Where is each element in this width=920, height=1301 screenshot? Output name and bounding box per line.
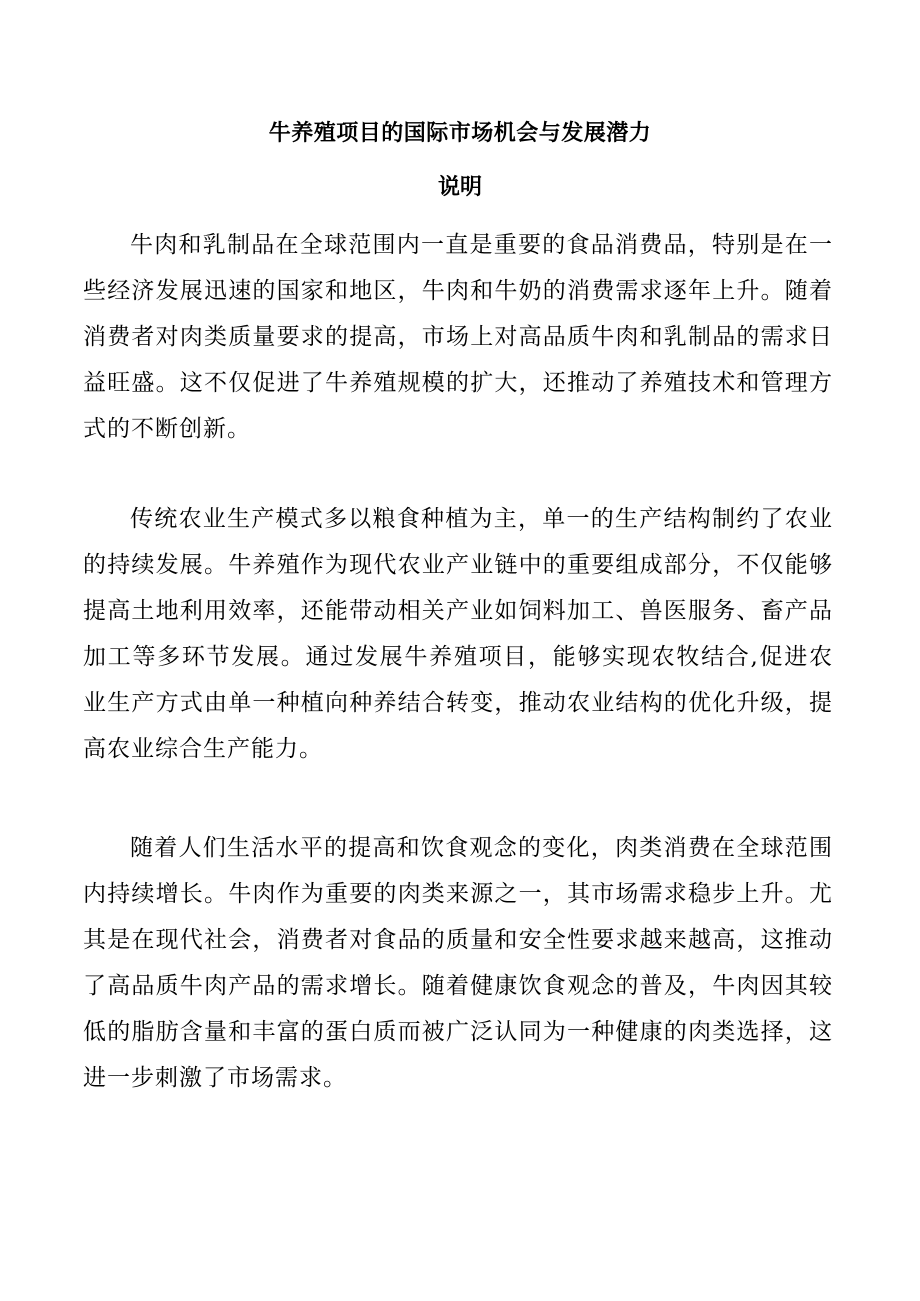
body-paragraph-1: 牛肉和乳制品在全球范围内一直是重要的食品消费品，特别是在一些经济发展迅速的国家和地区，牛肉和牛奶的消费需求逐年上升。随着消费者对肉类质量要求的提高，市场上对高品质牛肉和乳制品的需求日益旺盛。这不仅促进了牛养殖规模的扩大，还推动了养殖技术和管理方式的不断创新。: [83, 232, 833, 442]
body-paragraph-3: 随着人们生活水平的提高和饮食观念的变化，肉类消费在全球范围内持续增长。牛肉作为重要的肉类来源之一，其市场需求稳步上升。尤其是在现代社会，消费者对食品的质量和安全性要求越来越高，这推动了高品质牛肉产品的需求增长。随着健康饮食观念的普及，牛肉因其较低的脂肪含量和丰富的蛋白质而被广泛认同为一种健康的肉类选择，这进一步刺激了市场需求。: [83, 835, 833, 1091]
section-heading: 说明: [437, 175, 482, 200]
document-title: 牛养殖项目的国际市场机会与发展潜力: [268, 121, 652, 146]
body-paragraph-2: 传统农业生产模式多以粮食种植为主，单一的生产结构制约了农业的持续发展。牛养殖作为现代农业产业链中的重要组成部分，不仅能够提高土地利用效率，还能带动相关产业如饲料加工、兽医服务、畜产品加工等多环节发展。通过发展牛养殖项目，能够实现农牧结合,促进农业生产方式由单一种植向种养结合转变，推动农业结构的优化升级，提高农业综合生产能力。: [83, 506, 833, 762]
